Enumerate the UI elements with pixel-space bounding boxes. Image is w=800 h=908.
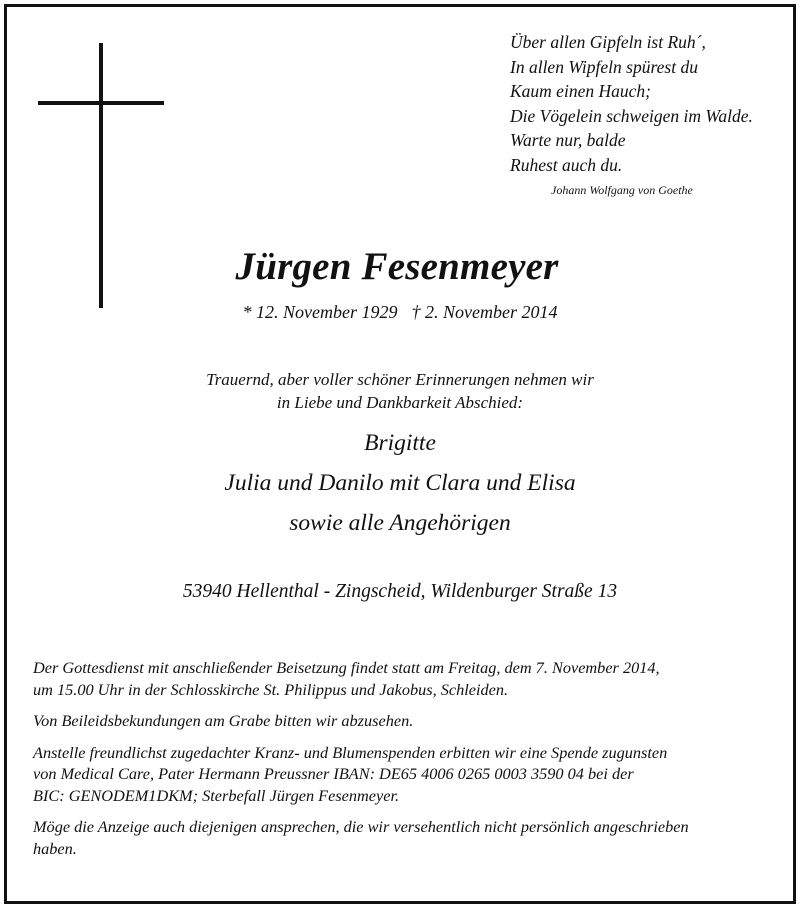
closing-info bbox=[33, 816, 778, 859]
donation-info bbox=[33, 742, 778, 807]
mourner-line: Brigitte bbox=[364, 430, 436, 456]
condolence-info bbox=[33, 710, 778, 732]
mourners-list bbox=[0, 423, 800, 543]
poem-line: Über allen Gipfeln ist Ruh´, bbox=[510, 32, 706, 52]
service-line: um 15.00 Uhr in der Schlosskirche St. Philippus und Jakobus, Schleiden. bbox=[33, 679, 509, 699]
closing-line: Möge die Anzeige auch diejenigen ansprechen, die wir versehentlich nicht persönlich angeschrieben bbox=[33, 817, 689, 836]
poem-author: Johann Wolfgang von Goethe bbox=[551, 183, 693, 197]
poem-line: Warte nur, balde bbox=[510, 130, 626, 150]
poem-line: In allen Wipfeln spürest du bbox=[510, 56, 698, 77]
poem-line: Kaum einen Hauch; bbox=[510, 81, 651, 101]
poem-line: Die Vögelein schweigen im Walde. bbox=[510, 105, 753, 126]
death-date: † 2. November 2014 bbox=[411, 302, 558, 322]
family-address: 53940 Hellenthal - Zingscheid, Wildenburger Straße 13 bbox=[182, 581, 618, 602]
mourner-line: sowie alle Angehörigen bbox=[289, 510, 511, 536]
deceased-name: Jürgen Fesenmeyer bbox=[235, 245, 559, 288]
life-dates bbox=[0, 302, 800, 323]
closing-line: haben. bbox=[33, 838, 77, 858]
intro-line: in Liebe und Dankbarkeit Abschied: bbox=[276, 393, 524, 412]
donation-line: von Medical Care, Pater Hermann Preussner IBAN: DE65 4006 0265 0003 3590 04 bei der bbox=[33, 764, 634, 783]
service-info bbox=[33, 657, 778, 700]
service-line: Der Gottesdienst mit anschließender Beisetzung findet statt am Freitag, dem 7. November 2014, bbox=[33, 658, 660, 677]
funeral-notes bbox=[33, 657, 778, 869]
farewell-intro bbox=[0, 368, 800, 414]
donation-line: BIC: GENODEM1DKM; Sterbefall Jürgen Fesenmeyer. bbox=[33, 785, 400, 805]
cross-icon-horizontal-bar bbox=[38, 101, 164, 105]
birth-date: * 12. November 1929 bbox=[242, 302, 398, 322]
poem-line: Ruhest auch du. bbox=[510, 154, 623, 175]
mourner-line: Julia und Danilo mit Clara und Elisa bbox=[224, 470, 576, 496]
intro-line: Trauernd, aber voller schöner Erinnerungen nehmen wir bbox=[206, 370, 594, 389]
goethe-poem bbox=[510, 30, 753, 177]
donation-line: Anstelle freundlichst zugedachter Kranz- und Blumenspenden erbitten wir eine Spende zugunsten bbox=[33, 742, 668, 762]
condolence-line: Von Beileidsbekundungen am Grabe bitten wir abzusehen. bbox=[33, 711, 414, 730]
